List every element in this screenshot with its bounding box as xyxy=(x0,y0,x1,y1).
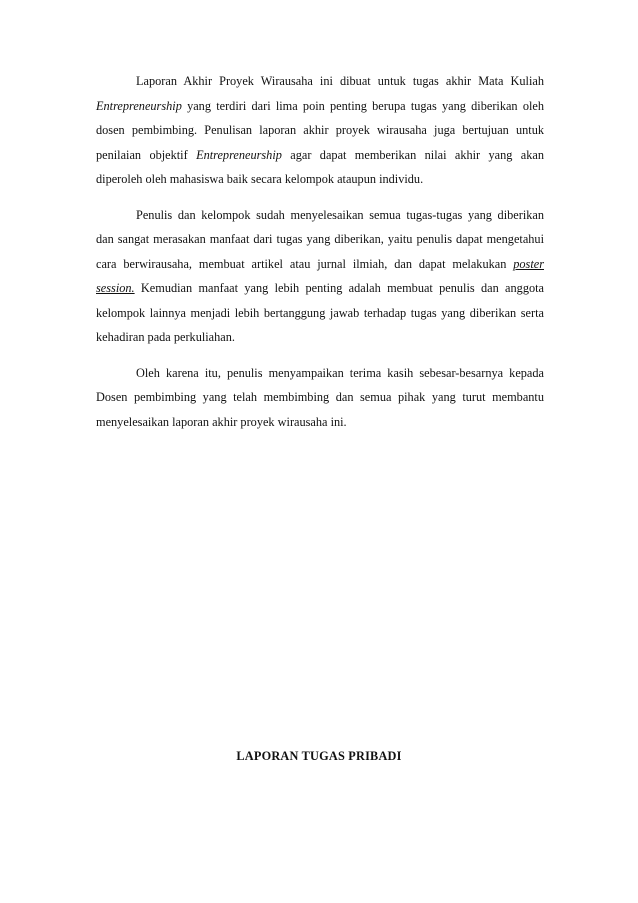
paragraph-3-text-a: Oleh karena itu, penulis menyampaikan terima kasih sebesar-besarnya kepada Dosen pembimbing yang telah membimbing dan semua pihak yang turut membantu menyelesaikan laporan akhir proyek wirausaha ini. xyxy=(96,365,544,429)
paragraph-2-text-a: Penulis dan kelompok sudah menyelesaikan semua tugas-tugas yang diberikan dan sangat merasakan manfaat dari tugas yang diberikan, yaitu penulis dapat mengetahui cara berwirausaha, membuat artikel atau jurnal ilmiah, dan dapat melakukan xyxy=(96,207,544,271)
paragraph-1 xyxy=(96,69,544,192)
paragraph-3 xyxy=(96,361,544,435)
section-heading: LAPORAN TUGAS PRIBADI xyxy=(236,749,402,763)
paragraph-2-italic-term: poster session. xyxy=(96,256,544,295)
paragraph-1-italic-term-2: Entrepreneurship xyxy=(196,147,282,162)
paragraph-1-text-a: Laporan Akhir Proyek Wirausaha ini dibuat untuk tugas akhir Mata Kuliah xyxy=(136,74,544,88)
body-text xyxy=(96,69,544,445)
paragraph-1-italic-term-1: Entrepreneurship xyxy=(96,98,182,113)
paragraph-2-text-b: Kemudian manfaat yang lebih penting adalah membuat penulis dan anggota kelompok lainnya menjadi lebih bertanggung jawab terhadap tugas yang diberikan serta kehadiran pada perkuliahan. xyxy=(96,281,544,344)
paragraph-1-text-b: yang terdiri dari lima poin penting berupa tugas yang diberikan oleh dosen pembimbing. Penulisan laporan akhir proyek wirausaha juga bertujuan untuk penilaian objektif xyxy=(96,98,544,162)
paragraph-2 xyxy=(96,203,544,350)
paragraph-1-text-c: agar dapat memberikan nilai akhir yang akan diperoleh oleh mahasiswa baik secara kelompok ataupun individu. xyxy=(96,147,544,186)
